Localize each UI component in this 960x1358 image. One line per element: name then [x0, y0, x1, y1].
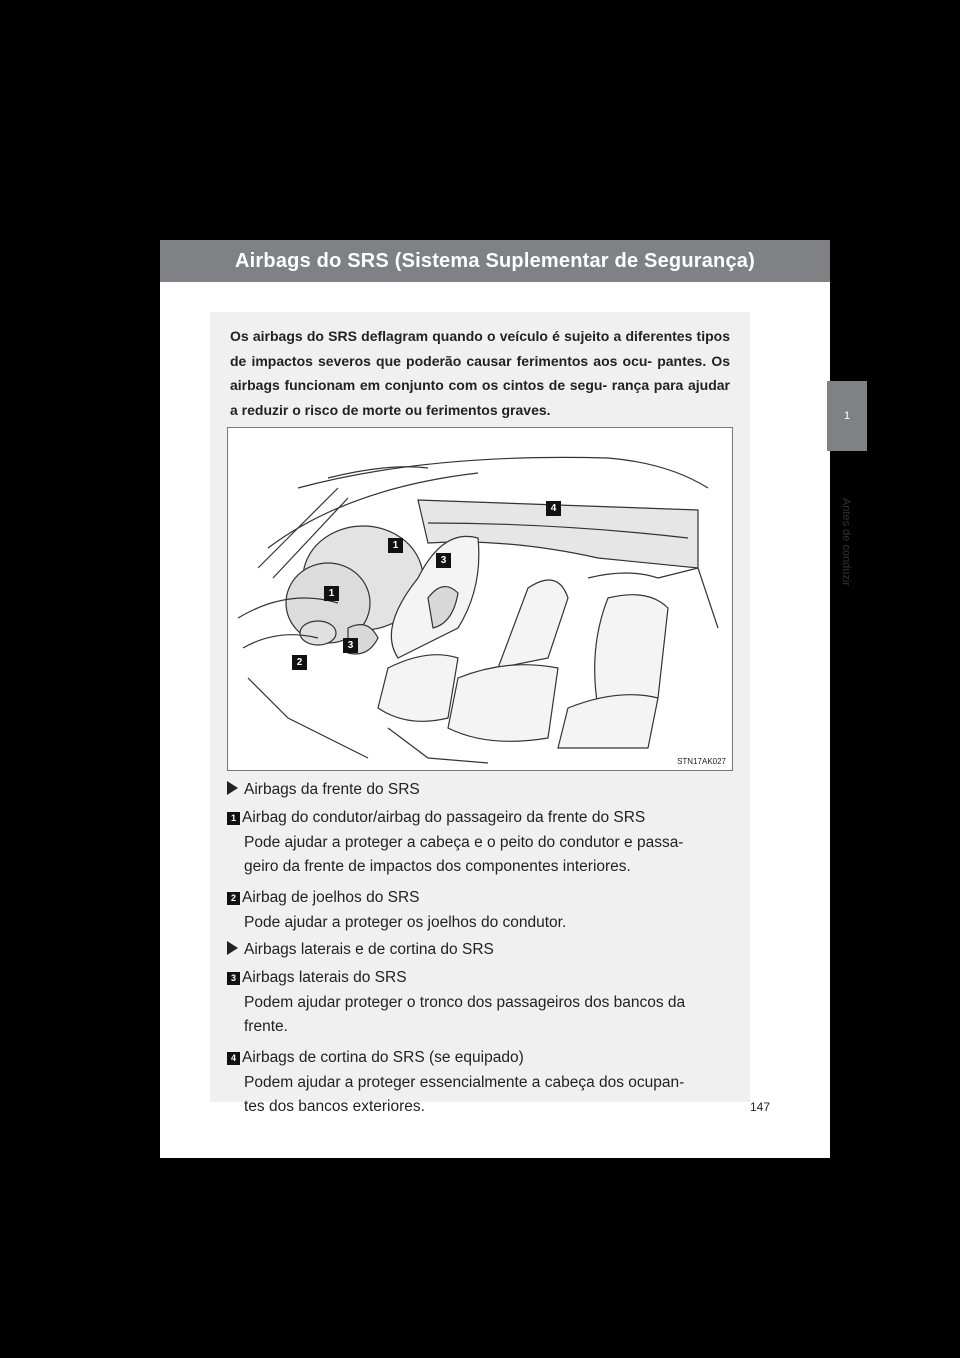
airbag-illustration — [227, 427, 733, 771]
callout-1-passenger: 1 — [388, 538, 403, 553]
number-badge-icon: 3 — [227, 972, 240, 985]
list-section-front: Airbags da frente do SRS — [227, 778, 737, 803]
figure-code: STN17AK027 — [677, 757, 726, 766]
callout-1-driver: 1 — [324, 586, 339, 601]
section-title-bar — [160, 240, 830, 282]
page-number: 147 — [749, 1100, 770, 1114]
callout-4-curtain: 4 — [546, 501, 561, 516]
callout-2-knee: 2 — [292, 655, 307, 670]
list-item-2: 2 Airbag de joelhos do SRS Pode ajudar a proteger os joelhos do condutor. — [227, 886, 737, 935]
list-item-3: 3 Airbags laterais do SRS Podem ajudar proteger o tronco dos passageiros dos bancos da frente. — [227, 966, 737, 1040]
list-item-4: 4 Airbags de cortina do SRS (se equipado) Podem ajudar a proteger essencialmente a cabeça dos ocupan- tes dos bancos exteriores. — [227, 1046, 737, 1120]
intro-paragraph: Os airbags do SRS deflagram quando o veículo é sujeito a diferentes tipos de impactos severos que poderão causar ferimentos aos ocu- pantes. Os airbags funcionam em conjunto com os cintos de segu- rança para ajudar a reduzir o risco de morte ou ferimentos graves. — [230, 328, 730, 418]
triangle-bullet-icon — [227, 941, 238, 955]
list-section-side-curtain: Airbags laterais e de cortina do SRS — [227, 938, 737, 963]
car-interior-drawing — [228, 428, 732, 770]
chapter-tab: 1 — [827, 381, 867, 451]
number-badge-icon: 2 — [227, 892, 240, 905]
number-badge-icon: 1 — [227, 812, 240, 825]
callout-3-driver-side: 3 — [343, 638, 358, 653]
callout-3-passenger-side: 3 — [436, 553, 451, 568]
chapter-label: Antes de conduzir — [840, 497, 852, 587]
triangle-bullet-icon — [227, 781, 238, 795]
content-panel — [210, 312, 750, 1115]
manual-page — [160, 240, 852, 1158]
list-item-1: 1 Airbag do condutor/airbag do passageiro da frente do SRS Pode ajudar a proteger a cabeça e o peito do condutor e passa- geiro da frente de impactos dos componentes interiores. — [227, 806, 737, 880]
section-title: Airbags do SRS (Sistema Suplementar de Segurança) — [235, 249, 755, 272]
number-badge-icon: 4 — [227, 1052, 240, 1065]
